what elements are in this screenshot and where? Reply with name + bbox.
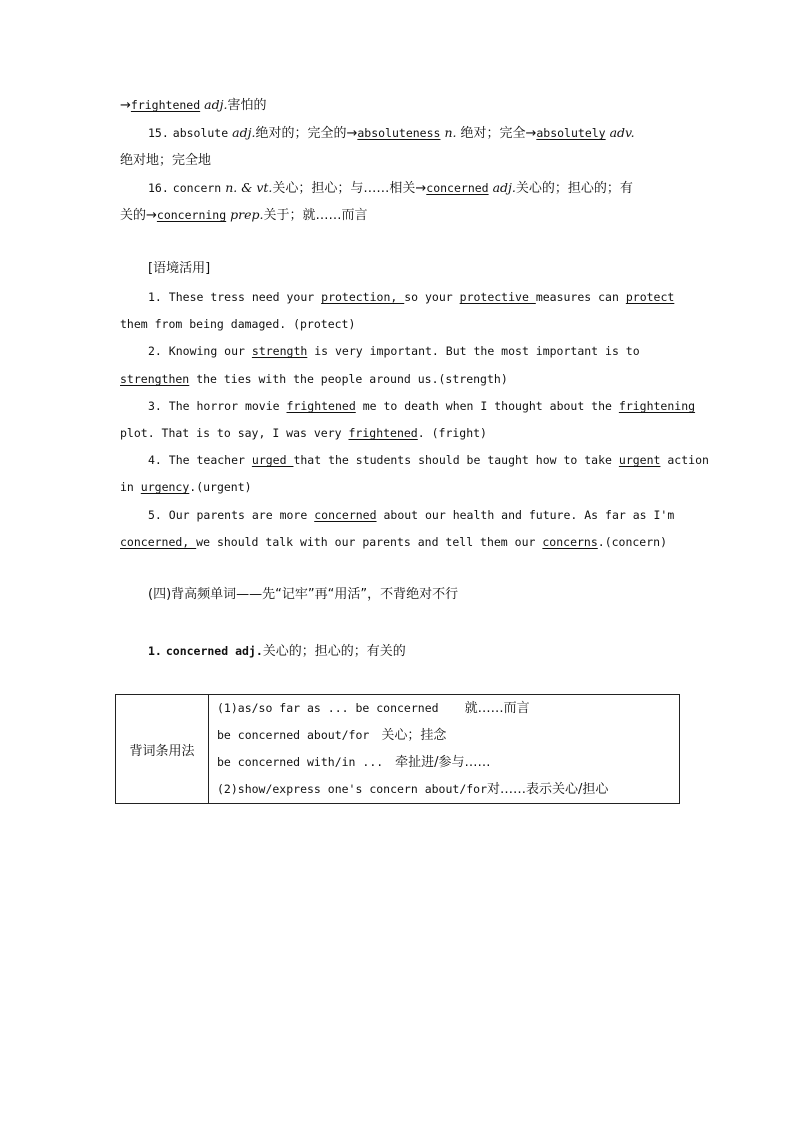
answer-urgency: urgency: [140, 480, 190, 494]
vocab-line-frightened: →frightened adj.害怕的: [120, 97, 267, 113]
vocab-item-16: 16. concern n. & vt.关心；担心；与……相关→concerned adj.关心的；担心的；有: [148, 180, 633, 196]
word-entry-1: 1. concerned adj.关心的；担心的；有关的: [148, 644, 406, 659]
sentence-2-cont: strengthen the ties with the people around us.(strength): [120, 372, 508, 386]
usage-table: [115, 694, 680, 804]
usage-row: be concerned with/in ... 牵扯进/参与……: [217, 755, 491, 770]
sentence-1: 1. These tress need your protection, so your protective measures can protect: [148, 290, 675, 304]
vocab-item-15-cont: 绝对地；完全地: [120, 153, 212, 168]
answer-protective: protective: [459, 290, 536, 304]
usage-row: (1)as/so far as ... be concerned 就……而言: [217, 701, 530, 716]
sentence-1-cont: them from being damaged. (protect): [120, 317, 356, 331]
usage-row: be concerned about/for 关心；挂念: [217, 728, 447, 743]
answer-protect: protect: [625, 290, 675, 304]
sentence-3-cont: plot. That is to say, I was very frightened. (fright): [120, 426, 487, 440]
usage-table-label: 背词条用法: [116, 695, 209, 804]
sentence-2: 2. Knowing our strength is very important. But the most important is to: [148, 344, 640, 358]
section-title-4: (四)背高频单词——先“记牢”再“用活”，不背绝对不行: [148, 587, 459, 602]
section-title-context: [语境活用]: [148, 261, 211, 276]
answer-concerned: concerned: [426, 181, 489, 195]
sentence-3: 3. The horror movie frightened me to death when I thought about the frightening: [148, 399, 696, 413]
answer-frightened-2: frightened: [348, 426, 418, 440]
answer-concerns: concerns: [542, 535, 598, 549]
answer-concerning: concerning: [156, 208, 227, 222]
answer-protection: protection,: [321, 290, 405, 304]
vocab-item-15: 15. absolute adj.绝对的；完全的→absoluteness n. 绝对；完全→absolutely adv.: [148, 125, 635, 141]
sentence-4-cont: in urgency.(urgent): [120, 480, 252, 494]
sentence-5-cont: concerned, we should talk with our parents and tell them our concerns.(concern): [120, 535, 668, 549]
answer-concerned-1: concerned: [314, 508, 377, 522]
vocab-item-16-cont: 关的→concerning prep.关于；就……而言: [120, 207, 368, 223]
answer-frightening: frightening: [618, 399, 696, 413]
usage-table-content: [209, 695, 680, 804]
answer-strength: strength: [251, 344, 308, 358]
answer-absolutely: absolutely: [536, 126, 606, 140]
answer-concerned-2: concerned,: [120, 535, 197, 549]
answer-frightened: frightened: [130, 98, 201, 112]
answer-strengthen: strengthen: [120, 372, 190, 386]
answer-urged: urged: [251, 453, 294, 467]
answer-absoluteness: absoluteness: [357, 126, 441, 140]
answer-urgent: urgent: [618, 453, 661, 467]
usage-row: (2)show/express one's concern about/for对……表示关心/担心: [217, 782, 609, 797]
sentence-4: 4. The teacher urged that the students should be taught how to take urgent action: [148, 453, 709, 467]
answer-frightened-1: frightened: [286, 399, 356, 413]
sentence-5: 5. Our parents are more concerned about our health and future. As far as I'm: [148, 508, 675, 522]
